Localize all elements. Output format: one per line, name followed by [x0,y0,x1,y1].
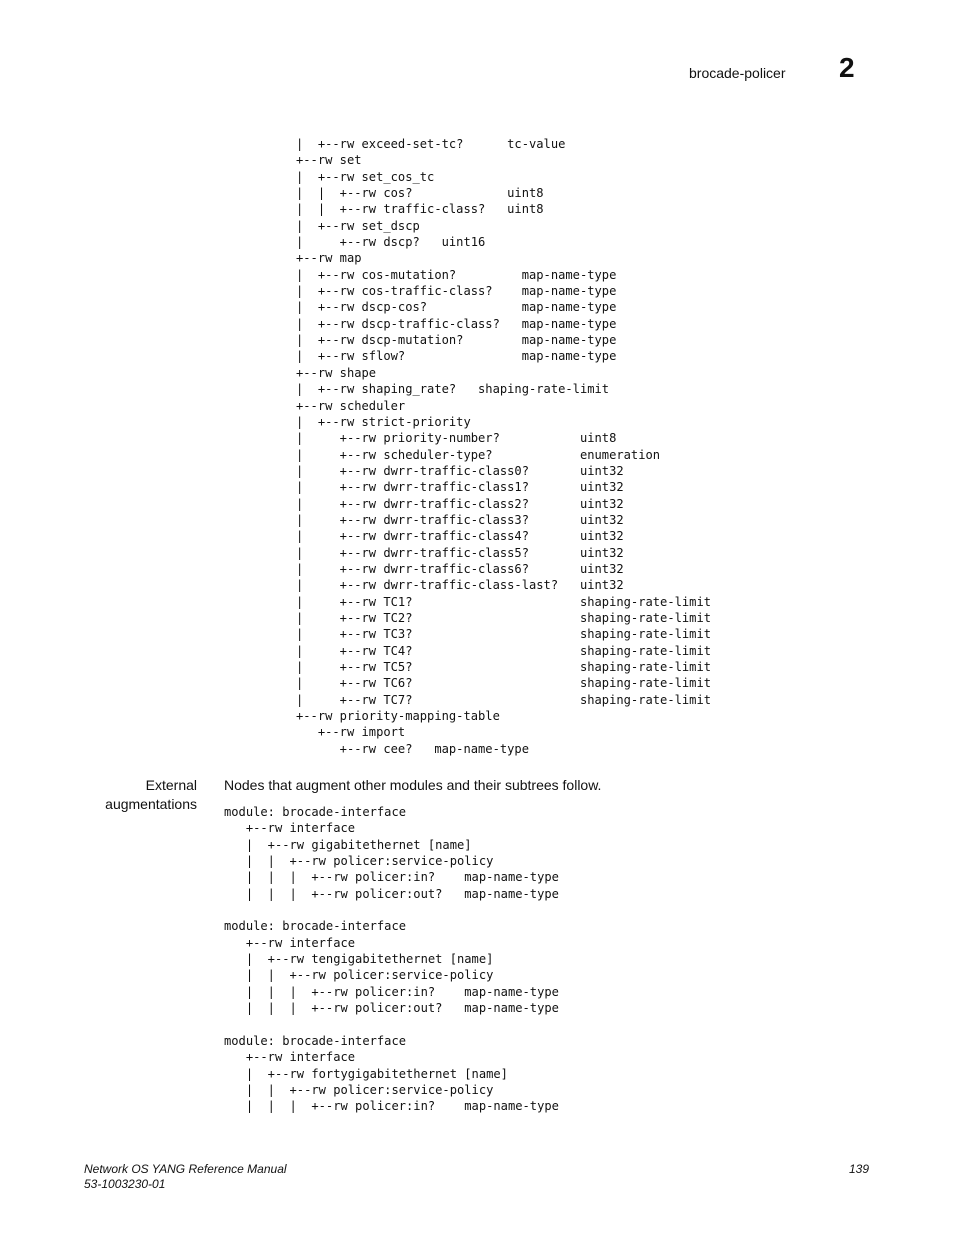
running-header-section: brocade-policer [689,65,786,81]
footer-page-number: 139 [849,1162,870,1176]
section-intro-text: Nodes that augment other modules and their subtrees follow. [224,777,602,793]
section-heading-external-augmentations [60,776,197,814]
footer-manual-title: Network OS YANG Reference Manual [84,1162,287,1176]
yang-tree-policer: | +--rw exceed-set-tc? tc-value +--rw set | +--rw set_cos_tc | | +--rw cos? uint8 | | +--rw traffic-class? uint8 | +--rw set_dscp | +--rw dscp? uint16 +--rw map | +--rw cos-mutation? map-name-type | +--rw cos-traffic-class? map-name-type | +--rw dscp-cos? map-name-type | +--rw dscp-traffic-class? map-name-type | +--rw dscp-mutation? map-name-type | +--rw sflow? map-name-type +--rw shape | +--rw shaping_rate? shaping-rate-limit +--rw scheduler | +--rw strict-priority | +--rw priority-number? uint8 | +--rw scheduler-type? enumeration | +--rw dwrr-traffic-class0? uint32 | +--rw dwrr-traffic-class1? uint32 | +--rw dwrr-traffic-class2? uint32 | +--rw dwrr-traffic-class3? uint32 | +--rw dwrr-traffic-class4? uint32 | +--rw dwrr-traffic-class5? uint32 | +--rw dwrr-traffic-class6? uint32 | +--rw dwrr-traffic-class-last? uint32 | +--rw TC1? shaping-rate-limit | +--rw TC2? shaping-rate-limit | +--rw TC3? shaping-rate-limit | +--rw TC4? shaping-rate-limit | +--rw TC5? shaping-rate-limit | +--rw TC6? shaping-rate-limit | +--rw TC7? shaping-rate-limit +--rw priority-mapping-table +--rw import +--rw cee? map-name-type [296,137,712,756]
section-heading-line2: augmentations [105,796,197,812]
footer-document-number: 53-1003230-01 [84,1177,166,1191]
section-heading-line1: External [145,777,197,793]
chapter-number: 2 [839,52,855,83]
yang-tree-augmentations: module: brocade-interface +--rw interface | +--rw gigabitethernet [name] | | +--rw policer:service-policy | | | +--rw policer:in? map-name-type | | | +--rw policer:out? map-name-type module: brocade-interface +--rw interface | +--rw tengigabitethernet [name] | | +--rw policer:service-policy | | | +--rw policer:in? map-name-type | | | +--rw policer:out? map-name-type module: brocade-interface +--rw interface | +--rw fortygigabitethernet [name] | | +--rw policer:service-policy | | | +--rw policer:in? map-name-type [224,805,559,1114]
